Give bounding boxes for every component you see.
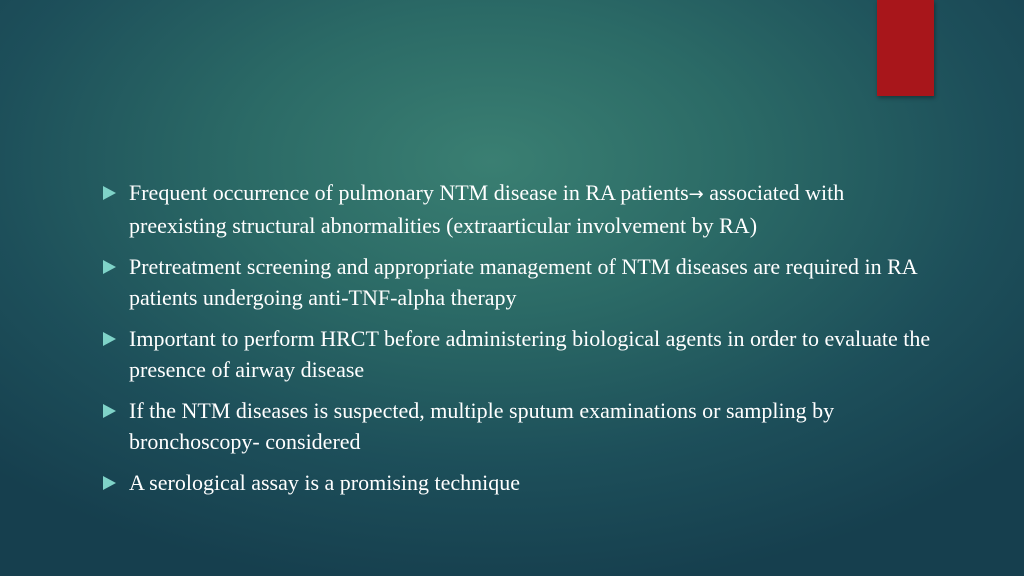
triangle-bullet-icon [103,260,116,274]
bullet-item [101,177,931,241]
right-arrow-icon: → [688,184,704,205]
bullet-text: Frequent occurrence of pulmonary NTM disease in RA patients [129,180,689,205]
bullet-item [101,467,931,498]
triangle-bullet-icon [103,332,116,346]
bullet-list [101,177,931,508]
bullet-text: Important to perform HRCT before administering biological agents in order to evaluate the presence of airway disease [129,326,931,382]
triangle-bullet-icon [103,186,116,200]
triangle-bullet-icon [103,476,116,490]
bullet-text: A serological assay is a promising technique [129,470,521,495]
bullet-text: Pretreatment screening and appropriate management of NTM diseases are required in RA patients undergoing anti-TNF-alpha therapy [129,254,917,310]
triangle-bullet-icon [103,404,116,418]
bullet-text: If the NTM diseases is suspected, multiple sputum examinations or sampling by bronchoscopy- considered [129,398,835,454]
bullet-item [101,395,931,457]
accent-bar [877,0,934,96]
bullet-item [101,323,931,385]
bullet-text-continued: associated with preexisting structural abnormalities (extraarticular involvement by RA) [129,180,845,238]
bullet-item [101,251,931,313]
